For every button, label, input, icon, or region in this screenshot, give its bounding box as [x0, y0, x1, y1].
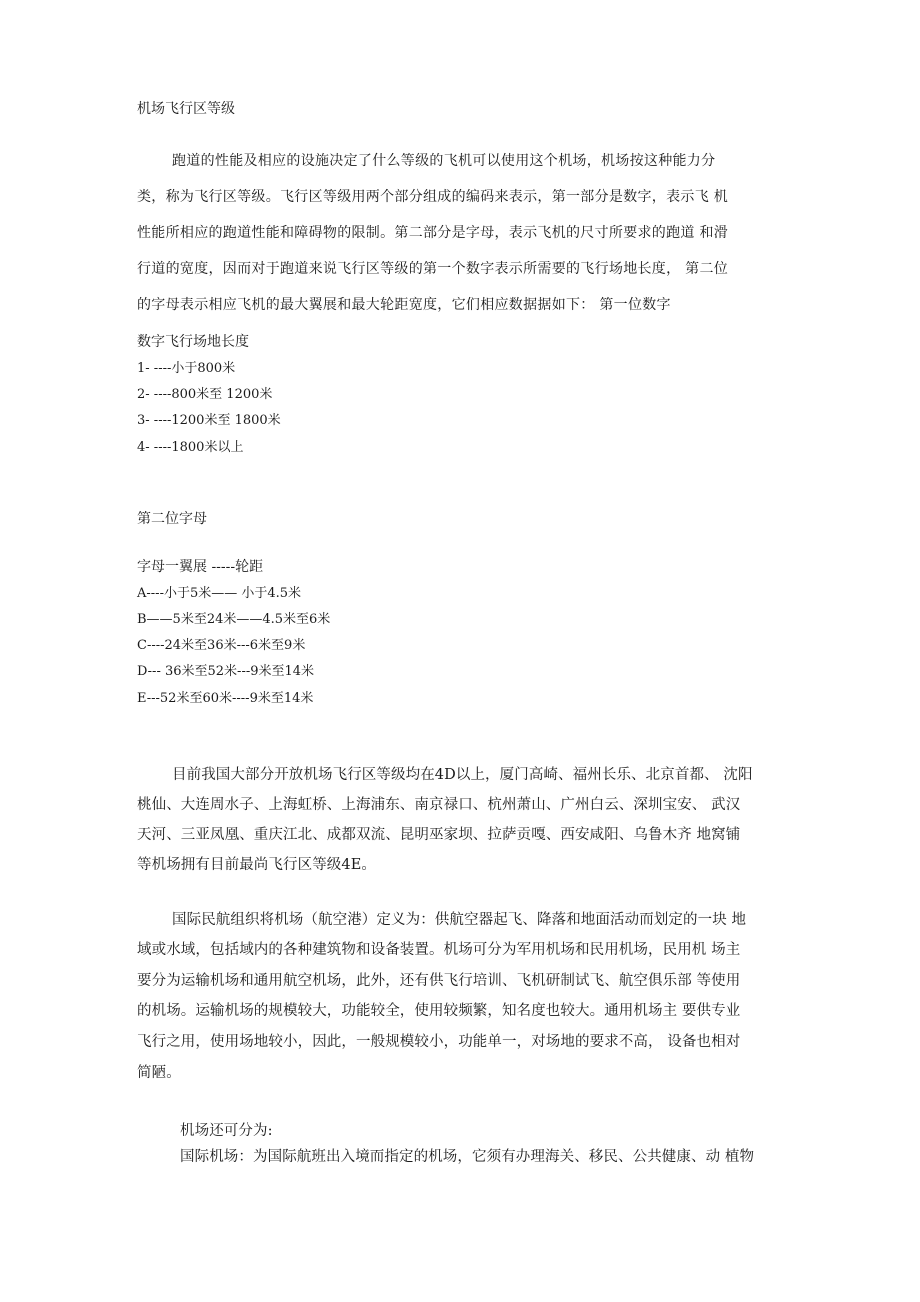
first-digit-item: 3- ----1200米至 1800米	[137, 413, 281, 428]
icao-para-line: 域或水域，包括域内的各种建筑物和设备装置。机场可分为军用机场和民用机场，民用机 场主	[137, 942, 741, 958]
second-letter-item: D--- 36米至52米---9米至14米	[137, 664, 315, 679]
china-para-line: 等机场拥有目前最尚飞行区等级4E。	[137, 857, 377, 873]
second-letter-heading: 第二位字母	[137, 511, 207, 527]
intro-line: 的字母表示相应飞机的最大翼展和最大轮距宽度，它们相应数据据如下： 第一位数字	[137, 297, 671, 313]
intro-line: 行道的宽度，因而对于跑道来说飞行区等级的第一个数字表示所需要的飞行场地长度， 第二位	[137, 261, 729, 277]
second-letter-item: B——5米至24米——4.5米至6米	[137, 612, 331, 627]
intro-line: 跑道的性能及相应的设施决定了什么等级的飞机可以使用这个机场，机场按这种能力分	[172, 153, 716, 169]
second-letter-header: 字母一翼展 -----轮距	[137, 559, 264, 575]
more-line: 国际机场：为国际航班出入境而指定的机场，它须有办理海关、移民、公共健康、动 植物	[180, 1149, 755, 1165]
first-digit-header: 数字飞行场地长度	[137, 334, 249, 350]
first-digit-item: 4- ----1800米以上	[137, 440, 244, 455]
second-letter-item: A----小于5米—— 小于4.5米	[137, 586, 302, 601]
china-para-line: 桃仙、大连周水子、上海虹桥、上海浦东、南京禄口、杭州萧山、广州白云、深圳宝安、 武汉	[137, 797, 741, 813]
icao-para-line: 简陋。	[137, 1065, 181, 1081]
document-title: 机场飞行区等级	[137, 101, 235, 117]
more-heading: 机场还可分为:	[180, 1123, 273, 1139]
first-digit-item: 2- ----800米至 1200米	[137, 387, 273, 402]
icao-para-line: 国际民航组织将机场（航空港）定义为：供航空器起飞、降落和地面活动而划定的一块 地	[172, 912, 747, 928]
china-para-line: 天河、三亚凤凰、重庆江北、成都双流、昆明巫家坝、拉萨贡嘎、西安咸阳、乌鲁木齐 地窝铺	[137, 827, 741, 843]
intro-line: 类，称为飞行区等级。飞行区等级用两个部分组成的编码来表示，第一部分是数字，表示飞 机	[137, 189, 729, 205]
intro-line: 性能所相应的跑道性能和障碍物的限制。第二部分是字母，表示飞机的尺寸所要求的跑道 和滑	[137, 225, 729, 241]
icao-para-line: 的机场。运输机场的规模较大，功能较全，使用较频繁，知名度也较大。通用机场主 要供专业	[137, 1003, 741, 1019]
first-digit-item: 1- ----小于800米	[137, 361, 236, 376]
icao-para-line: 要分为运输机场和通用航空机场，此外，还有供飞行培训、飞机研制试飞、航空俱乐部 等使用	[137, 973, 741, 989]
icao-para-line: 飞行之用，使用场地较小，因此，一般规模较小，功能单一，对场地的要求不高， 设备也相对	[137, 1034, 741, 1050]
china-para-line: 目前我国大部分开放机场飞行区等级均在4D以上，厦门高崎、福州长乐、北京首都、 沈阳	[172, 767, 753, 783]
second-letter-item: C----24米至36米---6米至9米	[137, 638, 306, 653]
second-letter-item: E---52米至60米----9米至14米	[137, 691, 314, 706]
